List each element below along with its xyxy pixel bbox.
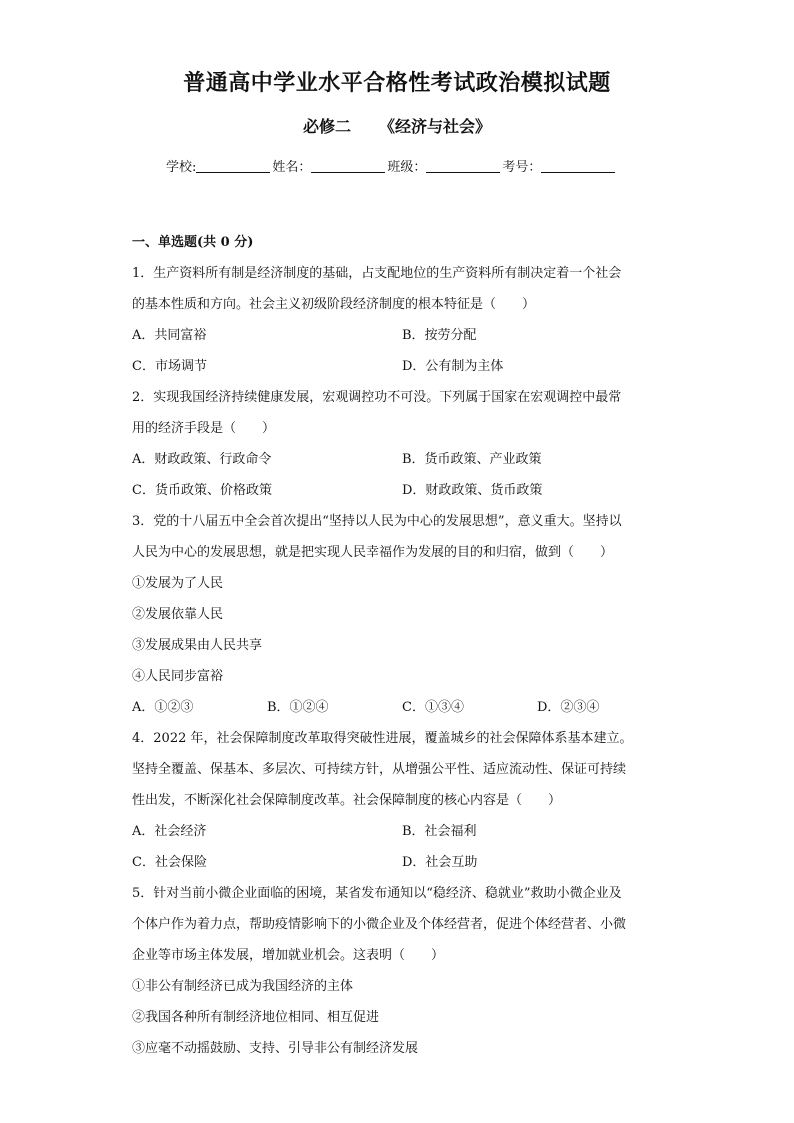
option-row: [132, 450, 672, 481]
class-label: 班级：: [387, 160, 427, 175]
option-b: B．社会福利: [402, 824, 477, 839]
class-blank[interactable]: [426, 160, 500, 173]
page-subtitle: [0, 114, 794, 137]
statement-4: ④人民同步富裕: [132, 669, 224, 684]
school-blank[interactable]: [196, 160, 270, 173]
exam-no-blank[interactable]: [541, 160, 615, 173]
statement-3: ③应毫不动摇鼓励、支持、引导非公有制经济发展: [132, 1041, 419, 1056]
question-stem-line: 2．实现我国经济持续健康发展，宏观调控功不可没。下列属于国家在宏观调控中最常: [132, 390, 622, 405]
section-heading: 一、单选题(共 0 分): [132, 235, 254, 250]
statement-1: ①发展为了人民: [132, 576, 224, 591]
question-2: [132, 388, 672, 512]
question-stem-line: 5．针对当前小微企业面临的困境，某省发布通知以“稳经济、稳就业”救助小微企业及: [132, 886, 622, 901]
exam-no-label: 考号：: [502, 160, 542, 175]
statement-3: ③发展成果由人民共享: [132, 638, 263, 653]
option-row: [132, 326, 672, 357]
subtitle-book: 《经济与社会》: [379, 117, 492, 136]
question-5: [132, 884, 672, 1070]
option-row: [132, 853, 672, 884]
question-1: [132, 264, 672, 388]
question-stem-line: 企业等市场主体发展，增加就业机会。这表明（ ）: [132, 948, 445, 963]
option-c: C．①③④: [402, 700, 464, 715]
option-c: C．社会保险: [132, 855, 207, 870]
option-d: D．财政政策、货币政策: [402, 483, 543, 498]
option-d: D．公有制为主体: [402, 359, 504, 374]
question-stem-line: 的基本性质和方向。社会主义初级阶段经济制度的根本特征是（ ）: [132, 297, 536, 312]
option-c: C．货币政策、价格政策: [132, 483, 272, 498]
name-blank[interactable]: [311, 160, 385, 173]
option-a: A．①②③: [132, 700, 194, 715]
question-stem-line: 4．2022 年，社会保障制度改革取得突破性进展，覆盖城乡的社会保障体系基本建立。: [132, 731, 633, 746]
option-a: A．社会经济: [132, 824, 207, 839]
statement-2: ②发展依靠人民: [132, 607, 224, 622]
statement-2: ②我国各种所有制经济地位相同、相互促进: [132, 1010, 380, 1025]
option-b: B．货币政策、产业政策: [402, 452, 542, 467]
question-stem-line: 3．党的十八届五中全会首次提出“坚持以人民为中心的发展思想”，意义重大。坚持以: [132, 514, 622, 529]
statement-1: ①非公有制经济已成为我国经济的主体: [132, 979, 354, 994]
page-title: 普通高中学业水平合格性考试政治模拟试题: [183, 70, 611, 96]
question-stem-line: 坚持全覆盖、保基本、多层次、可持续方针，从增强公平性、适应流动性、保证可持续: [132, 762, 627, 777]
option-row: [132, 357, 672, 388]
question-stem-line: 人民为中心的发展思想，就是把实现人民幸福作为发展的目的和归宿，做到（ ）: [132, 545, 614, 560]
option-b: B．①②④: [267, 700, 329, 715]
question-4: [132, 729, 672, 884]
option-row: [132, 481, 672, 512]
option-d: D．②③④: [537, 700, 600, 715]
student-info-line: [166, 156, 617, 175]
school-label: 学校:: [166, 160, 197, 175]
question-stem-line: 性出发，不断深化社会保障制度改革。社会保障制度的核心内容是（ ）: [132, 793, 562, 808]
option-row: [132, 822, 672, 853]
option-d: D．社会互助: [402, 855, 478, 870]
name-label: 姓名：: [272, 160, 312, 175]
option-b: B．按劳分配: [402, 328, 477, 343]
option-c: C．市场调节: [132, 359, 207, 374]
question-stem-line: 用的经济手段是（ ）: [132, 421, 276, 436]
option-a: A．财政政策、行政命令: [132, 452, 272, 467]
question-stem-line: 个体户作为着力点，帮助疫情影响下的小微企业及个体经营者，促进个体经营者、小微: [132, 917, 627, 932]
question-3: [132, 512, 672, 729]
question-stem-line: 1．生产资料所有制是经济制度的基础，占支配地位的生产资料所有制决定着一个社会: [132, 266, 622, 281]
option-row: [132, 698, 672, 729]
question-body: [132, 233, 672, 1070]
subtitle-course: 必修二: [302, 117, 351, 136]
option-a: A．共同富裕: [132, 328, 207, 343]
